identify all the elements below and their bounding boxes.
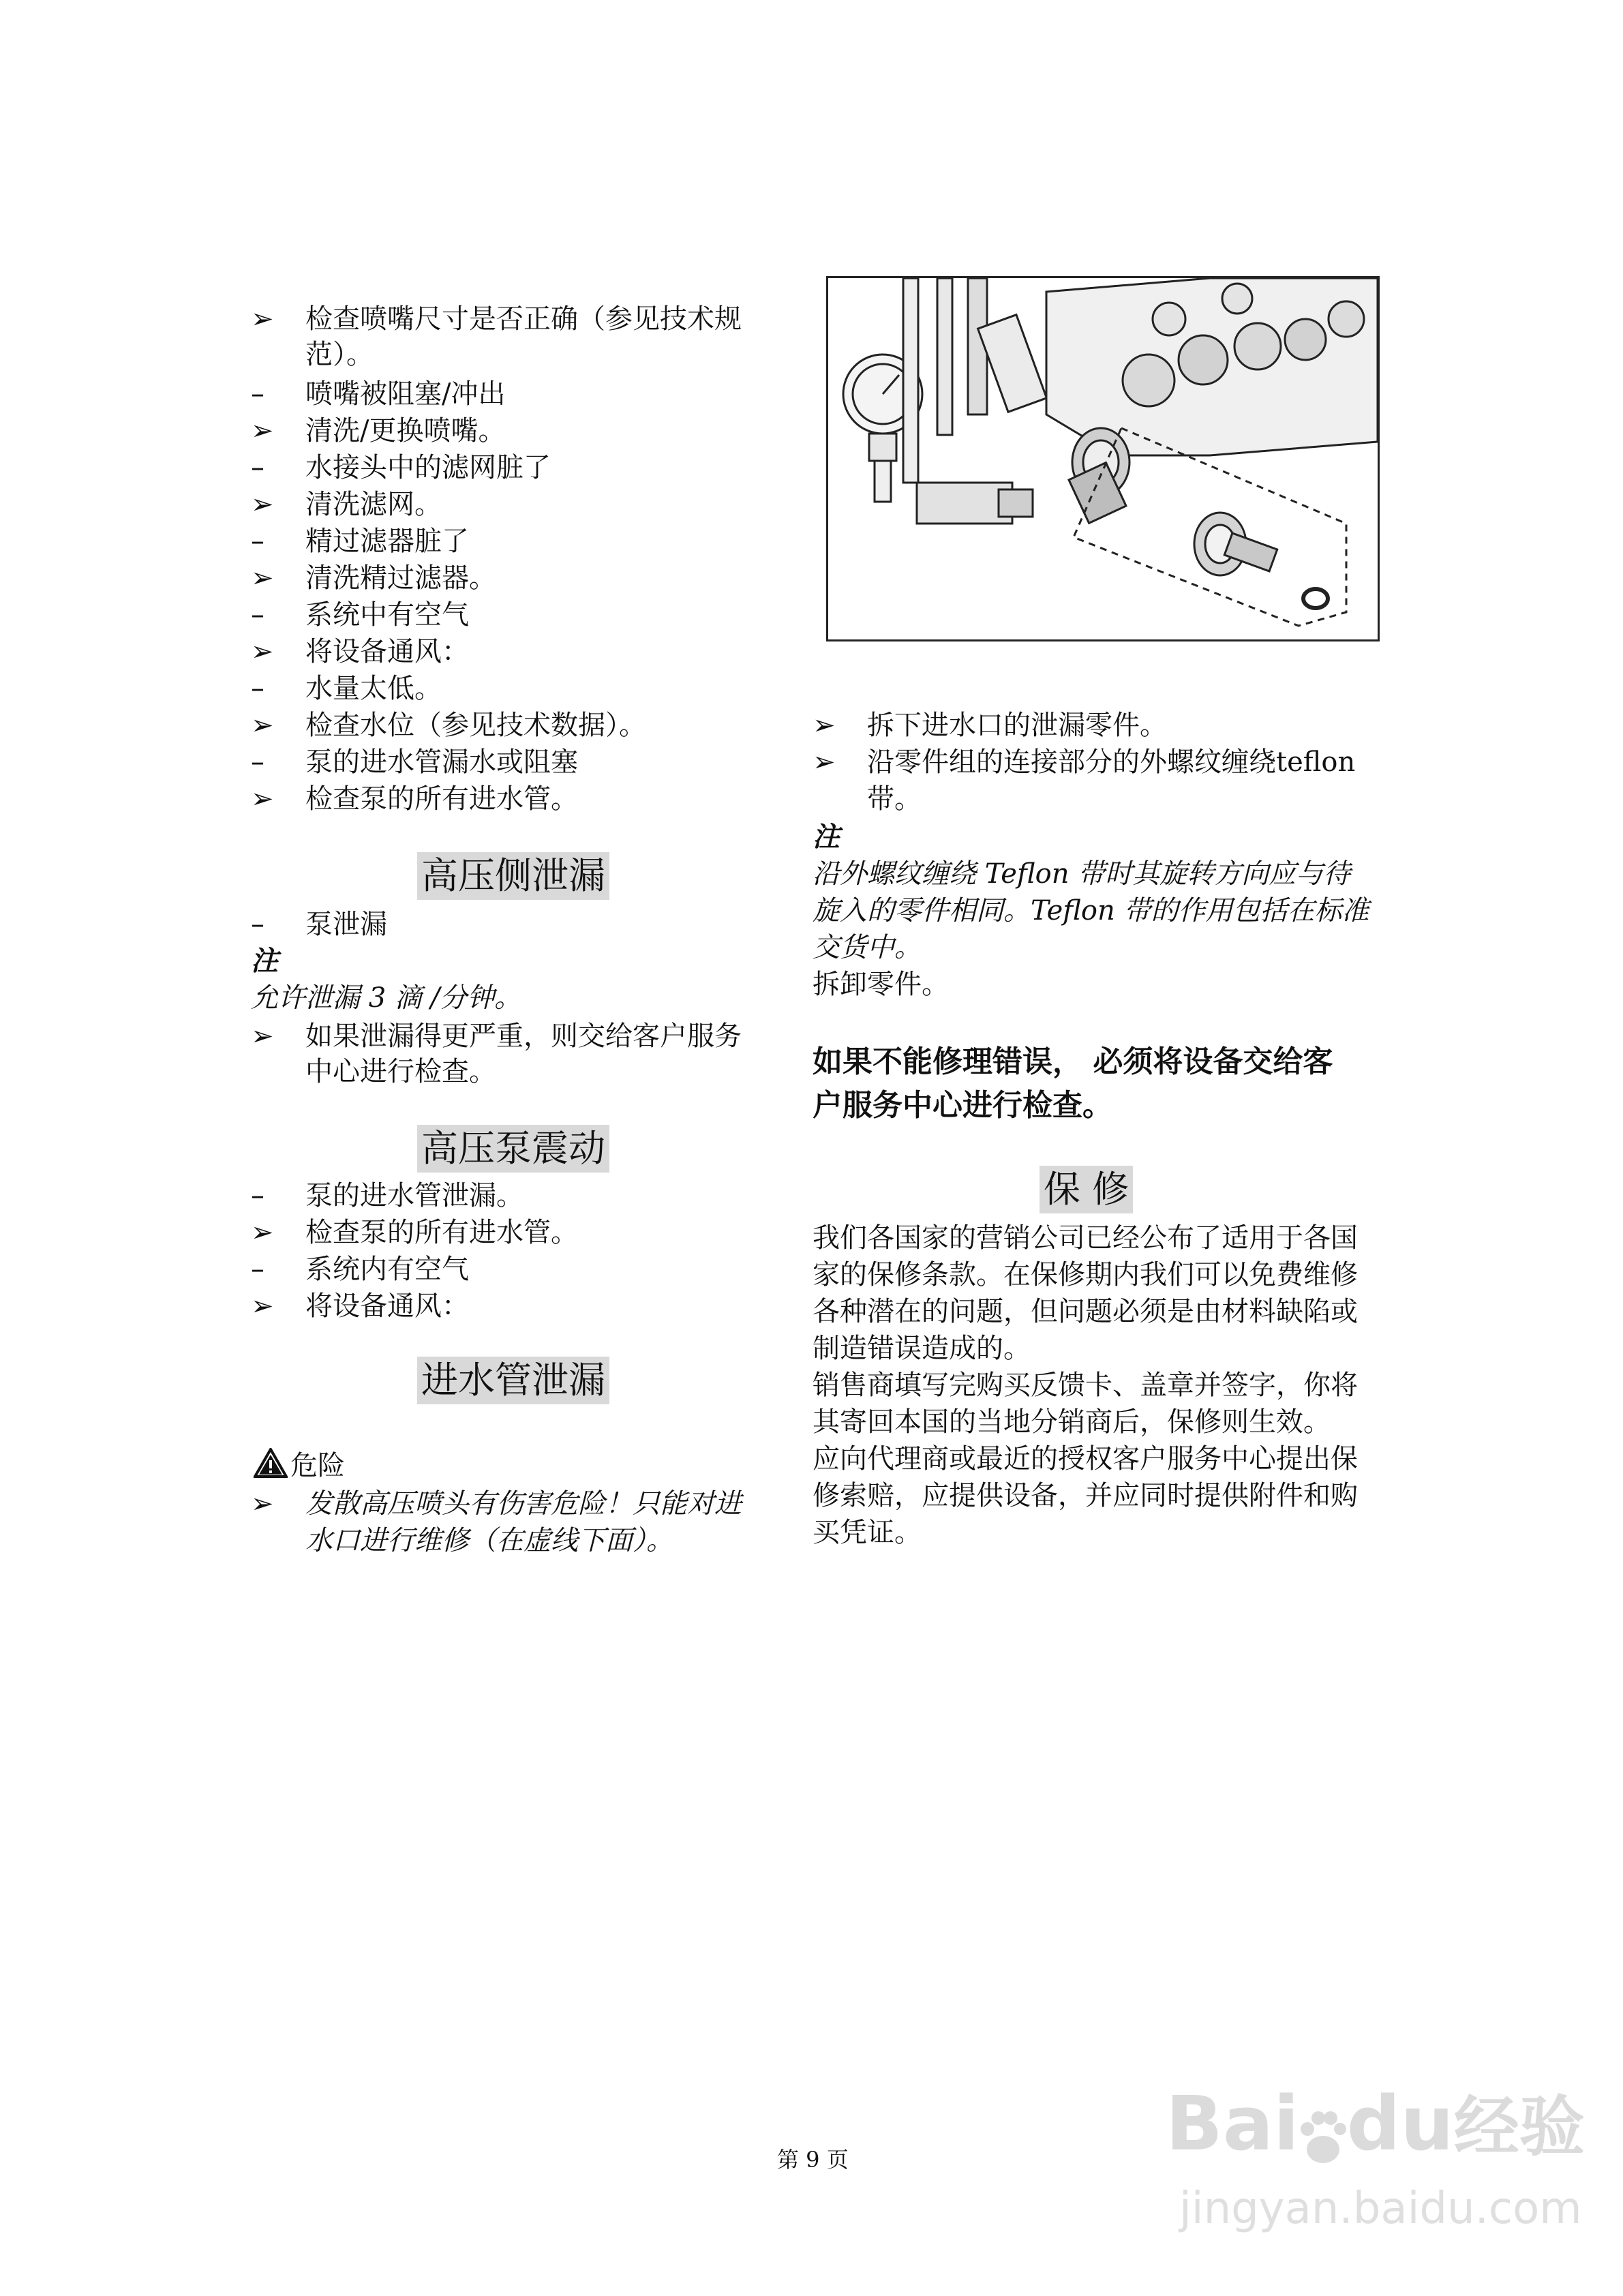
list-item: 检查喷嘴尺寸是否正确（参见技术规 (305, 303, 742, 335)
warning-text: 水口进行维修（在虚线下面）。 (305, 1525, 673, 1556)
pump-illustration (828, 278, 1378, 639)
list-item: 水量太低。 (305, 673, 442, 704)
section-heading-warranty: 保 修 (1040, 1166, 1133, 1213)
note-label: 注 (813, 821, 840, 853)
list-item: 水接头中的滤网脏了 (305, 452, 551, 483)
arrow-bullet-icon: ➢ (251, 1290, 274, 1322)
list-item: 范）。 (305, 339, 374, 370)
section-heading-high-pressure-leak: 高压侧泄漏 (417, 852, 609, 900)
list-item: 清洗滤网。 (305, 489, 442, 520)
list-item: 如果泄漏得更严重，则交给客户服务 (305, 1021, 742, 1052)
dash-bullet-icon: – (251, 599, 264, 631)
emphasis-text: 户服务中心进行检查。 (813, 1088, 1112, 1123)
arrow-bullet-icon: ➢ (251, 303, 274, 335)
list-item: 精过滤器脏了 (305, 526, 469, 557)
warranty-text: 买凭证。 (813, 1517, 922, 1548)
list-item: 系统内有空气 (305, 1254, 469, 1285)
body-text: 拆卸零件。 (813, 969, 949, 1000)
list-item: 喷嘴被阻塞/冲出 (305, 378, 506, 410)
list-item: 将设备通风： (305, 636, 469, 667)
section-heading-pump-vibration: 高压泵震动 (417, 1125, 609, 1173)
watermark-logo: Bai du经验 (1166, 2080, 1585, 2167)
note-text: 允许泄漏 3 滴 /分钟。 (251, 982, 522, 1014)
dash-bullet-icon: – (251, 378, 264, 410)
note-label: 注 (251, 945, 278, 977)
list-item: 泵的进水管泄漏。 (305, 1180, 524, 1211)
list-item: 检查泵的所有进水管。 (305, 1217, 578, 1248)
list-item: 清洗精过滤器。 (305, 562, 496, 594)
warranty-text: 家的保修条款。在保修期内我们可以免费维修 (813, 1259, 1358, 1290)
warranty-text: 销售商填写完购买反馈卡、盖章并签字，你将 (813, 1370, 1358, 1401)
pump-inlet-diagram (826, 276, 1380, 641)
warranty-text: 制造错误造成的。 (813, 1333, 1031, 1364)
paw-icon (1299, 2098, 1347, 2160)
dash-bullet-icon: – (251, 452, 264, 483)
warning-triangle-icon (254, 1448, 288, 1478)
note-text: 沿外螺纹缠绕 Teflon 带时其旋转方向应与待 (813, 858, 1351, 890)
dash-bullet-icon: – (251, 526, 264, 557)
page-number: 第 9 页 (777, 2147, 849, 2173)
note-text: 旋入的零件相同。Teflon 带的作用包括在标准 (813, 895, 1369, 926)
warranty-text: 我们各国家的营销公司已经公布了适用于各国 (813, 1222, 1358, 1254)
list-item: 沿零件组的连接部分的外螺纹缠绕teflon (867, 746, 1356, 778)
dash-bullet-icon: – (251, 909, 264, 940)
arrow-bullet-icon: ➢ (251, 636, 274, 667)
arrow-bullet-icon: ➢ (251, 489, 274, 520)
list-item: 泵的进水管漏水或阻塞 (305, 746, 578, 778)
watermark-url: jingyan.baidu.com (1179, 2184, 1582, 2234)
warning-text: 发散高压喷头有伤害危险！只能对进 (305, 1488, 742, 1520)
arrow-bullet-icon: ➢ (251, 562, 274, 594)
warranty-text: 修索赔，应提供设备，并应同时提供附件和购 (813, 1480, 1358, 1511)
baidu-jingyan-watermark (1159, 2052, 1595, 2277)
arrow-bullet-icon: ➢ (813, 710, 836, 741)
list-item: 中心进行检查。 (305, 1056, 496, 1087)
list-item: 拆下进水口的泄漏零件。 (867, 710, 1167, 741)
list-item: 系统中有空气 (305, 599, 469, 631)
section-heading-inlet-leak: 进水管泄漏 (417, 1357, 609, 1404)
dash-bullet-icon: – (251, 746, 264, 778)
arrow-bullet-icon: ➢ (251, 1217, 274, 1248)
dash-bullet-icon: – (251, 673, 264, 704)
arrow-bullet-icon: ➢ (251, 1488, 274, 1520)
note-text: 交货中。 (813, 932, 922, 963)
dash-bullet-icon: – (251, 1180, 264, 1211)
list-item: 带。 (867, 783, 922, 815)
warranty-text: 其寄回本国的当地分销商后，保修则生效。 (813, 1406, 1331, 1438)
arrow-bullet-icon: ➢ (251, 415, 274, 447)
list-item: 泵泄漏 (305, 909, 387, 940)
danger-label: 危险 (290, 1450, 345, 1481)
list-item: 检查水位（参见技术数据）。 (305, 710, 646, 741)
dash-bullet-icon: – (251, 1254, 264, 1285)
emphasis-text: 如果不能修理错误， 必须将设备交给客 (813, 1044, 1333, 1079)
arrow-bullet-icon: ➢ (813, 746, 836, 778)
warranty-text: 应向代理商或最近的授权客户服务中心提出保 (813, 1443, 1358, 1475)
list-item: 清洗/更换喷嘴。 (305, 415, 506, 447)
list-item: 将设备通风： (305, 1290, 469, 1322)
arrow-bullet-icon: ➢ (251, 783, 274, 815)
arrow-bullet-icon: ➢ (251, 710, 274, 741)
list-item: 检查泵的所有进水管。 (305, 783, 578, 815)
arrow-bullet-icon: ➢ (251, 1021, 274, 1052)
warranty-text: 各种潜在的问题，但问题必须是由材料缺陷或 (813, 1296, 1358, 1327)
